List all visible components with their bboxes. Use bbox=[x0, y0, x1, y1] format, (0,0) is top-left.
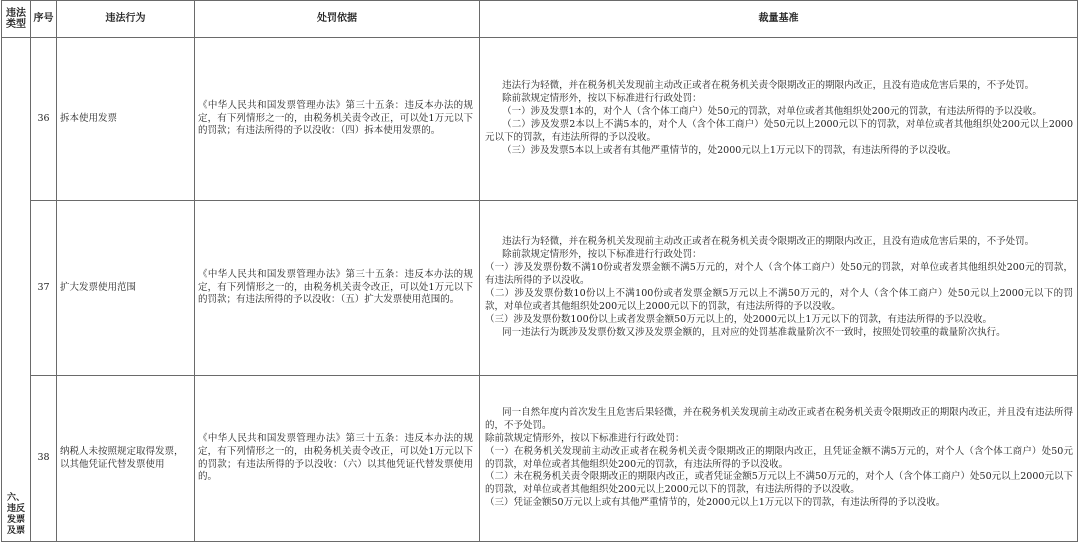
header-seq: 序号 bbox=[31, 1, 57, 38]
standard-line: （一）涉及发票份数不满10份或者发票金额不满5万元的，对个人（含个体工商户）处50元的罚款，对单位或者其他组织处200元的罚款，有违法所得的予以没收。 bbox=[485, 262, 1073, 287]
standard-line: 除前款规定情形外，按以下标准进行行政处罚： bbox=[502, 249, 702, 261]
standard-line: 除前款规定情形外，按以下标准进行行政处罚： bbox=[502, 93, 702, 105]
table-row bbox=[2, 201, 1078, 376]
violation-type-cell: 六、违反发票及票 bbox=[2, 38, 31, 542]
standard-line: 违法行为轻微，并在税务机关发现前主动改正或者在税务机关责令限期改正的期限内改正，且没有造成危害后果的，不予处罚。 bbox=[502, 80, 1035, 92]
act-cell: 拆本使用发票 bbox=[57, 38, 195, 201]
act-cell: 扩大发票使用范围 bbox=[57, 201, 195, 376]
act-cell: 纳税人未按照规定取得发票，以其他凭证代替发票使用 bbox=[57, 376, 195, 542]
seq-cell: 38 bbox=[31, 376, 57, 542]
table-row bbox=[2, 376, 1078, 542]
seq-cell: 36 bbox=[31, 38, 57, 201]
standard-line: （二）未在税务机关责令限期改正的期限内改正，或者凭证金额5万元以上不满50万元的，对个人（含个体工商户）处50元以上2000元以下的罚款，对单位或者其他组织处200元以上2000元以下的罚款，有违法所得的予以没收。 bbox=[485, 471, 1073, 496]
standard-line: （二）涉及发票份数10份以上不满100份或者发票金额5万元以上不满50万元的，对个人（含个体工商户）处50元以上2000元以下的罚款，对单位或者其他组织处200元以上2000元以下的罚款，有违法所得的予以没收。 bbox=[485, 288, 1073, 312]
table-row bbox=[2, 38, 1078, 201]
standard-line: （一）在税务机关发现前主动改正或者在税务机关责令限期改正的期限内改正，且凭证金额不满5万元的，对个人（含个体工商户）处50元的罚款，对单位或者其他组织处200元的罚款，有违法所得的予以没收。 bbox=[485, 445, 1073, 470]
basis-cell: 《中华人民共和国发票管理办法》第三十五条：违反本办法的规定，有下列情形之一的，由税务机关责令改正，可以处1万元以下的罚款；有违法所得的予以没收：（四）拆本使用发票的。 bbox=[195, 38, 480, 201]
standard-line: （三）涉及发票份数100份以上或者发票金额50万元以上的，处2000元以上1万元以下的罚款，有违法所得的予以没收。 bbox=[485, 313, 992, 325]
header-act: 违法行为 bbox=[57, 1, 195, 38]
standard-cell bbox=[480, 201, 1078, 376]
standard-line: （三）凭证金额50万元以上或有其他严重情节的，处2000元以上1万元以下的罚款，有违法所得的予以没收。 bbox=[485, 497, 946, 509]
header-row bbox=[2, 1, 1078, 38]
standard-cell bbox=[480, 376, 1078, 542]
standard-line: （三）涉及发票5本以上或者有其他严重情节的，处2000元以上1万元以下的罚款，有违法所得的予以没收。 bbox=[502, 144, 957, 156]
standard-line: （二）涉及发票2本以上不满5本的，对个人（含个体工商户）处50元以上2000元以下的罚款，对单位或者其他组织处200元以上2000元以下的罚款，有违法所得的予以没收。 bbox=[485, 119, 1073, 143]
seq-cell: 37 bbox=[31, 201, 57, 376]
header-basis: 处罚依据 bbox=[195, 1, 480, 38]
basis-cell: 《中华人民共和国发票管理办法》第三十五条：违反本办法的规定，有下列情形之一的，由税务机关责令改正，可以处1万元以下的罚款；有违法所得的予以没收：（六）以其他凭证代替发票使用的。 bbox=[195, 376, 480, 542]
penalty-table bbox=[1, 0, 1078, 542]
standard-line: （一）涉及发票1本的，对个人（含个体工商户）处50元的罚款，对单位或者其他组织处200元的罚款，有违法所得的予以没收。 bbox=[502, 106, 1042, 118]
standard-line: 除前款规定情形外，按以下标准进行行政处罚： bbox=[485, 432, 685, 444]
header-standard: 裁量基准 bbox=[480, 1, 1078, 38]
standard-line: 同一自然年度内首次发生且危害后果轻微，并在税务机关发现前主动改正或者在税务机关责令限期改正的期限内改正，并且没有违法所得的，不予处罚。 bbox=[485, 406, 1073, 431]
standard-cell bbox=[480, 38, 1078, 201]
standard-line: 同一违法行为既涉及发票份数又涉及发票金额的，且对应的处罚基准裁量阶次不一致时，按照处罚较重的裁量阶次执行。 bbox=[502, 326, 1006, 338]
basis-cell: 《中华人民共和国发票管理办法》第三十五条：违反本办法的规定，有下列情形之一的，由税务机关责令改正，可以处1万元以下的罚款；有违法所得的予以没收：（五）扩大发票使用范围的。 bbox=[195, 201, 480, 376]
header-type: 违法类型 bbox=[2, 1, 31, 38]
standard-line: 违法行为轻微，并在税务机关发现前主动改正或者在税务机关责令限期改正的期限内改正，且没有造成危害后果的，不予处罚。 bbox=[502, 236, 1035, 248]
